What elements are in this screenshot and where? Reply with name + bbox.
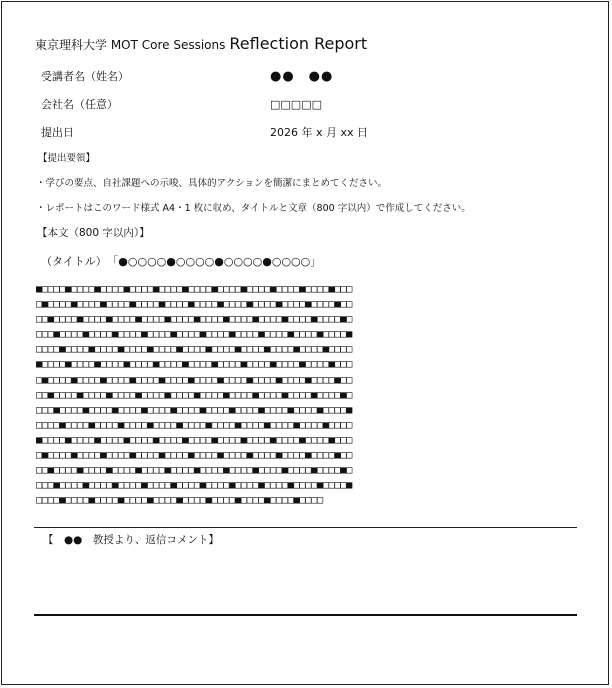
body-line: □■□□□□■□□□□■□□□□■□□□□■□□□□■□□□□■□□□□■□□□□■□□□□■□□□□■□□ [36, 374, 353, 386]
body-line: □□■□□□□■□□□□■□□□□■□□□□■□□□□■□□□□■□□□□■□□□□■□□□□■□□□□■□ [36, 389, 353, 401]
body-line: □■□□□□■□□□□■□□□□■□□□□■□□□□■□□□□■□□□□■□□□□■□□□□■□□□□■□□ [36, 299, 353, 311]
body-line: ■□□□□■□□□□■□□□□■□□□□■□□□□■□□□□■□□□□■□□□□■□□□□■□□□□■□□□ [36, 284, 353, 295]
body-line: □□□■□□□□■□□□□■□□□□■□□□□■□□□□■□□□□■□□□□■□□□□■□□□□■□□□□■ [36, 404, 353, 416]
body-line: □□■□□□□■□□□□■□□□□■□□□□■□□□□■□□□□■□□□□■□□□□■□□□□■□□□□■□ [36, 314, 353, 326]
guidelines-heading: 【提出要領】 [38, 153, 96, 164]
body-line: □□□□■□□□□■□□□□■□□□□■□□□□■□□□□■□□□□■□□□□■□□□□■□□□□■□□□□ [36, 419, 353, 431]
field-value-name[interactable]: ●● ●● [270, 69, 334, 84]
field-value-date[interactable]: 2026 年 x 月 xx 日 [270, 126, 369, 139]
body-line: □□■□□□□■□□□□■□□□□■□□□□■□□□□■□□□□■□□□□■□□□□■□□□□■□□□□■□ [36, 465, 353, 477]
body-text[interactable] [36, 282, 578, 508]
reply-divider-top [34, 527, 577, 528]
title-label: （タイトル） [41, 255, 107, 268]
field-label-name: 受講者名（姓名） [41, 70, 129, 83]
report-title [35, 36, 367, 52]
body-line: □□□□■□□□□■□□□□■□□□□■□□□□■□□□□■□□□□■□□□□■□□□□■□□□□ [36, 495, 323, 507]
field-label-company: 会社名（任意） [41, 98, 118, 111]
body-line: □□□■□□□□■□□□□■□□□□■□□□□■□□□□■□□□□■□□□□■□□□□■□□□□■□□□□■ [36, 480, 353, 492]
body-line: □■□□□□■□□□□■□□□□■□□□□■□□□□■□□□□■□□□□■□□□□■□□□□■□□□□■□□ [36, 450, 353, 462]
body-line: □□□□■□□□□■□□□□■□□□□■□□□□■□□□□■□□□□■□□□□■□□□□■□□□□■□□□□ [36, 344, 353, 356]
body-line: ■□□□□■□□□□■□□□□■□□□□■□□□□■□□□□■□□□□■□□□□■□□□□■□□□□■□□□ [36, 434, 353, 446]
body-line: □□□■□□□□■□□□□■□□□□■□□□□■□□□□■□□□□■□□□□■□□□□■□□□□■□□□□■ [36, 329, 353, 341]
body-line: ■□□□□■□□□□■□□□□■□□□□■□□□□■□□□□■□□□□■□□□□■□□□□■□□□□■□□□ [36, 359, 353, 371]
reply-divider-bottom [34, 614, 577, 616]
guideline-item: ・学びの要点、自社課題への示唆、具体的アクションを簡潔にまとめてください。 [36, 178, 388, 189]
reply-heading: 【 ●● 教授より、返信コメント】 [43, 534, 219, 546]
body-heading: 【本文（800 字以内）】 [37, 227, 150, 239]
title-large: Reflection Report [229, 34, 368, 53]
title-main: 東京理科大学 MOT Core Sessions [35, 38, 226, 52]
title-value[interactable]: 「●○○○○●○○○○●○○○○●○○○○」 [112, 255, 322, 268]
field-value-company[interactable]: □□□□□ [270, 98, 322, 111]
field-label-date: 提出日 [41, 126, 74, 139]
guideline-item: ・レポートはこのワード様式 A4・1 枚に収め、タイトルと文章（800 字以内）で作成してください。 [36, 203, 471, 214]
report-title-line [41, 256, 321, 267]
